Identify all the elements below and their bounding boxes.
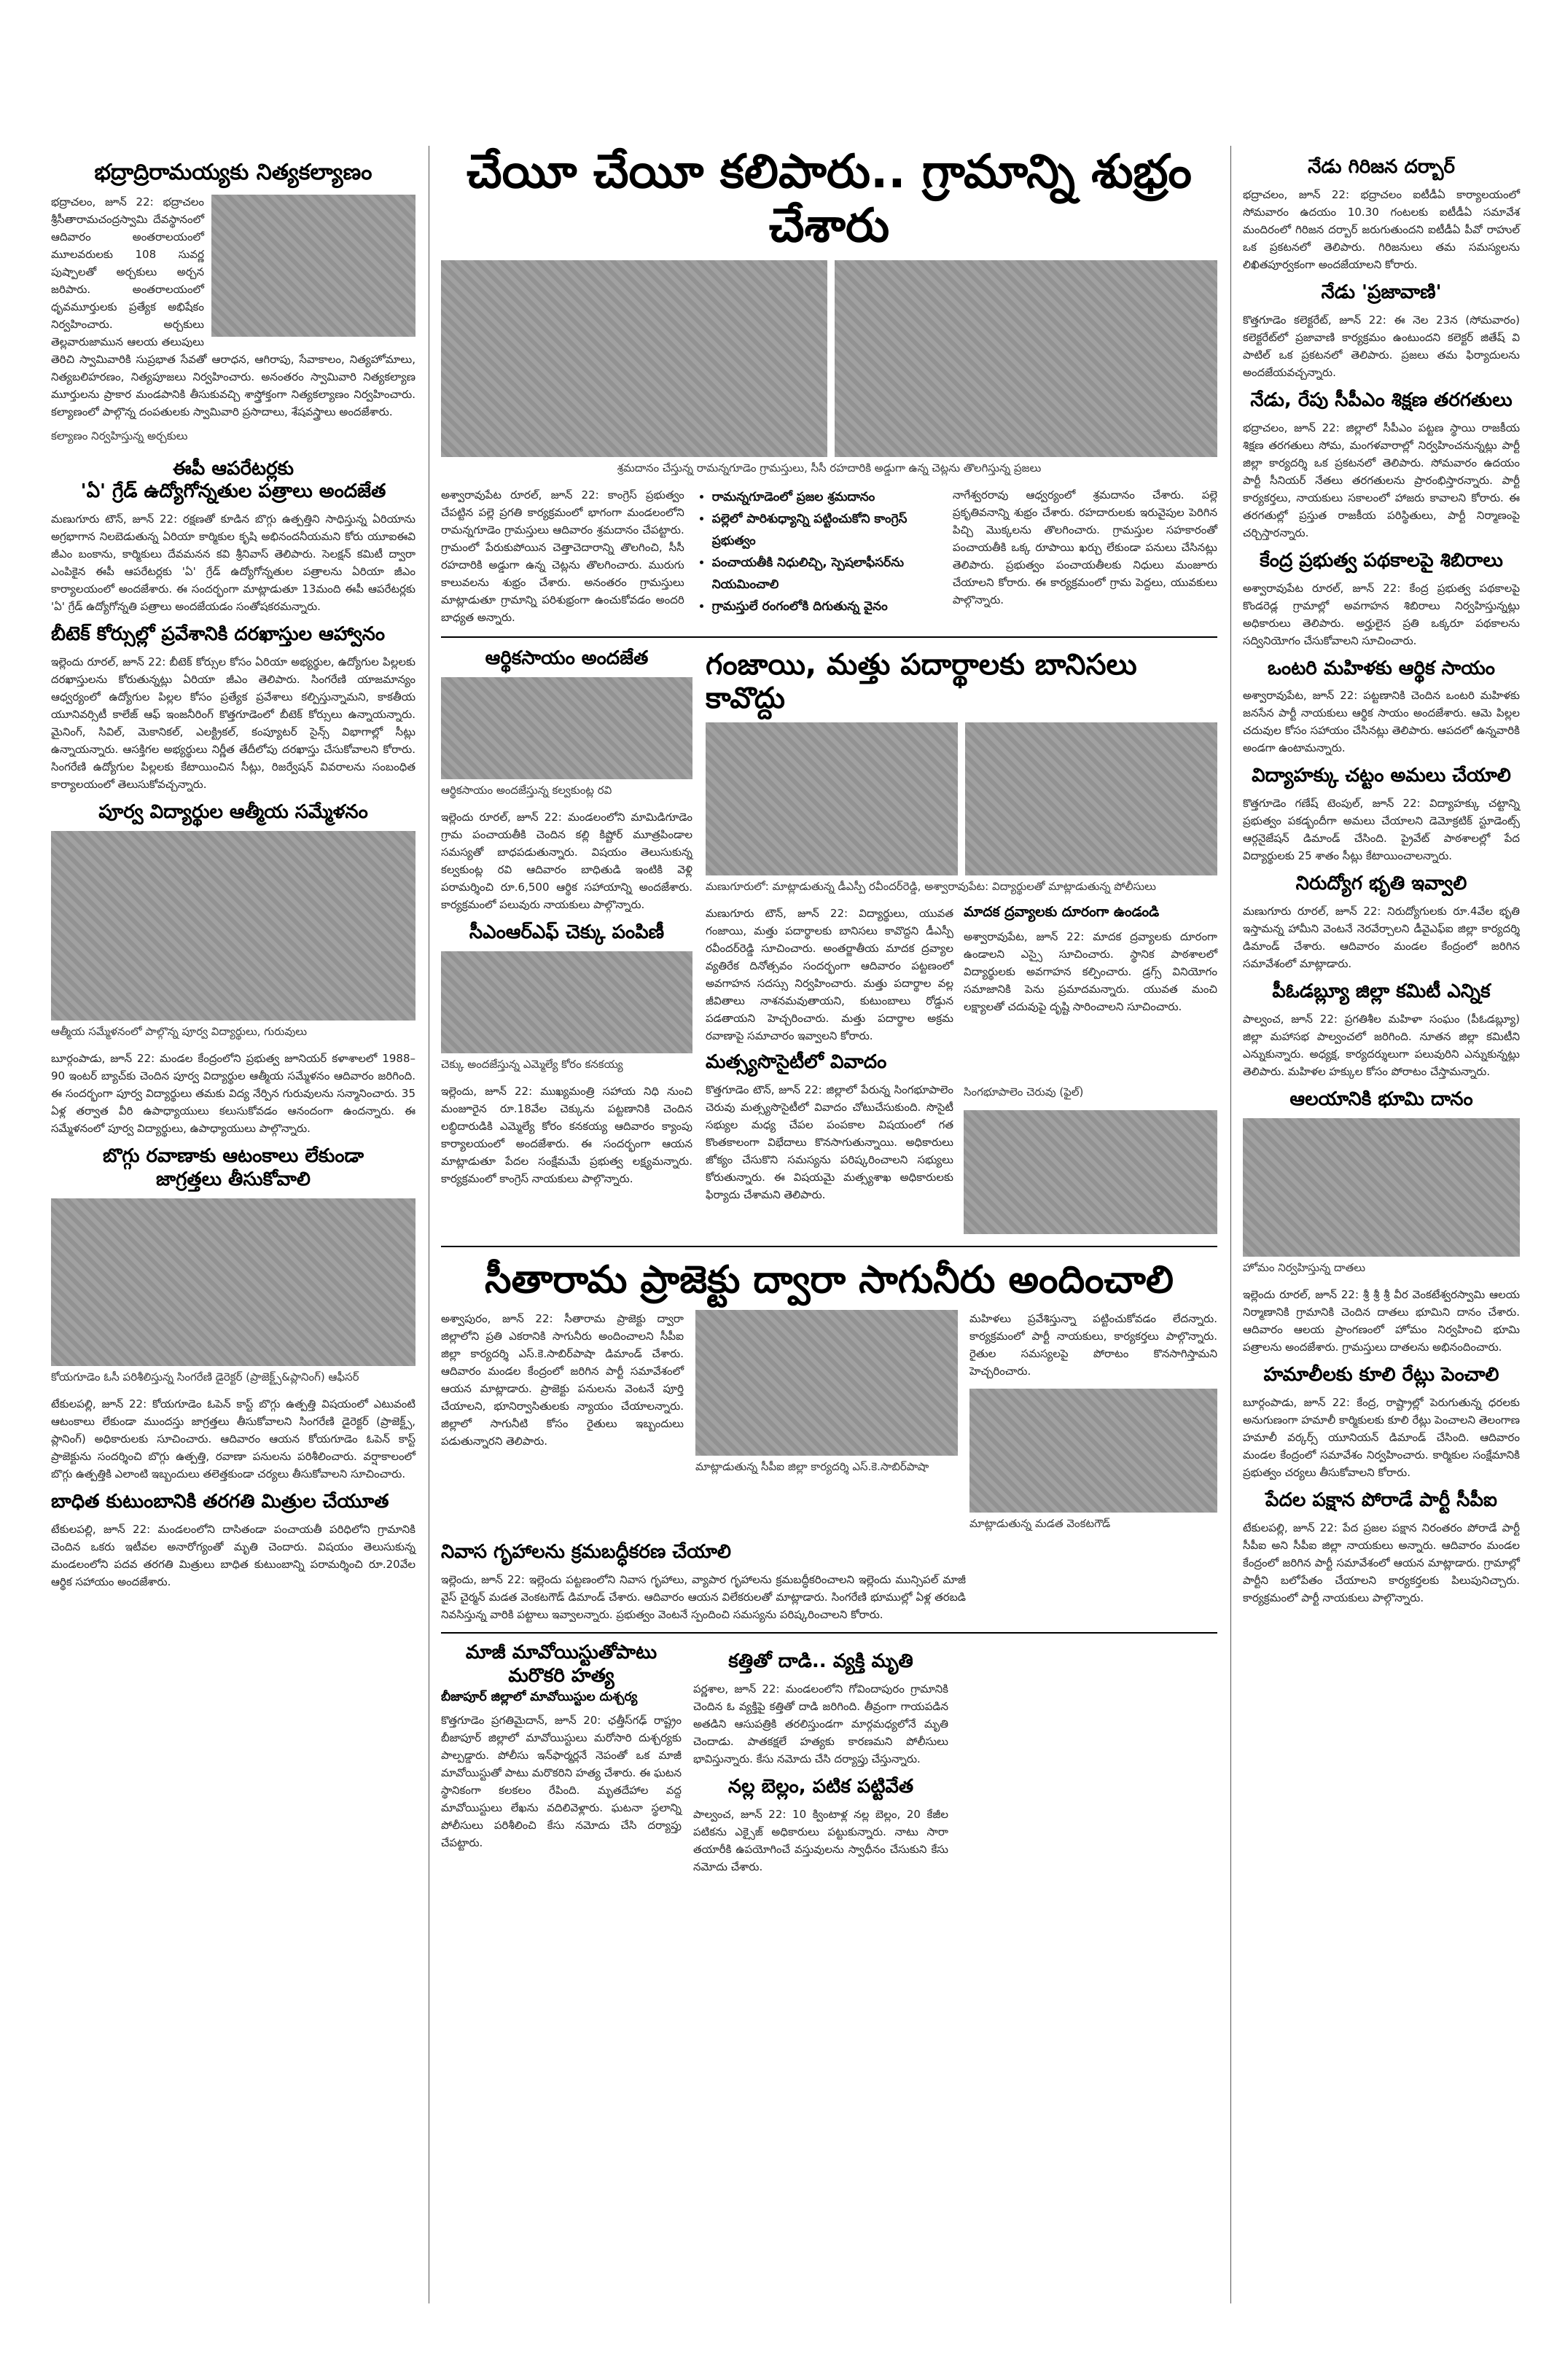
- headline-cmrf-cheque: సీఎంఆర్ఎఫ్ చెక్కు పంపిణీ: [469, 921, 665, 944]
- highlight-item: • గ్రామస్తులే రంగంలోకి దిగుతున్న వైనం: [712, 596, 941, 617]
- coal-transport-photo: [51, 1198, 415, 1366]
- drug-awareness-caption: మణుగూరులో: మాట్లాడుతున్న డీఎస్పీ రవీందర్‌రెడ్డి, అశ్వారావుపేట: విద్యార్థులతో మాట్లాడుతున్న పోలీసులు: [706, 880, 1157, 894]
- fishery-photo-block: [964, 1081, 1217, 1234]
- section-divider: [441, 1632, 1217, 1634]
- section-divider: [441, 636, 1217, 638]
- coal-transport-caption: కోయగూడెం ఓసీ పరిశీలిస్తున్న సింగరేణి డైరెక్టర్ (ప్రాజెక్ట్స్&ప్లానింగ్) ఆఫీసర్: [51, 1370, 359, 1384]
- village-cleaning-highlights: [696, 486, 941, 626]
- headline-knife-attack: కత్తితో దాడి.. వ్యక్తి మృతి: [728, 1650, 913, 1672]
- headline-cpi-party: పేదల పక్షాన పోరాడే పార్టీ సీపీఐ: [1265, 1489, 1497, 1511]
- article-financial-aid: ఇల్లెందు రూరల్, జూన్ 22: మండలంలోని మామిడిగూడెం గ్రామ పంచాయతీకి చెందిన కల్లి కిష్టోర్ మూత్రపిండాల సమస్యతో బాధపడుతున్నారు. విషయం తెలుసుకున్న కల్వకుంట్ల రవి ఆదివారం బాధితుడి ఇంటికి వెళ్లి పరామర్శించి రూ.6,500 ఆర్థిక సహాయాన్ని అందజేశారు. కార్యక్రమంలో పలువురు నాయకులు పాల్గొన్నారు.: [441, 811, 692, 912]
- article-ep-operators: మణుగూరు టౌన్, జూన్ 22: రక్షణతో కూడిన బొగ్గు ఉత్పత్తిని సాధిస్తున్న ఏరియాను అగ్రభాగాన నిలబెడుతున్న ఏరియా కార్మికుల కృషి అభినందనీయమని కోరు యూఐఈవి జీఎం బంకాను, కార్మికులు దేవమనన కవి శ్రీనివాస్ తెలిపారు. సెలక్షన్ కమిటీ ద్వారా ఎంపికైన ఈపీ ఆపరేటర్లకు 'ఏ' గ్రేడ్ ఉద్యోగోన్నతుల పత్రాలను ఏరియా జీఎం కార్యాలయంలో అందజేశారు. ఈ సందర్భంగా మాట్లాడుతూ 13మంది ఈపీ ఆపరేటర్లకు 'ఏ' గ్రేడ్ ఉద్యోగోన్నతి పత్రాలు అందజేయడం సంతోషకరమన్నారు.: [51, 512, 415, 614]
- article-rte-act: కొత్తగూడెం గణేష్ టెంపుల్, జూన్ 22: విద్యాహక్కు చట్టాన్ని ప్రభుత్వం పకడ్బందీగా అమలు చేయాలని డెమోక్రటిక్ స్టూడెంట్స్ ఆర్గనైజేషన్ డిమాండ్ చేసింది. ప్రైవేట్ పాఠశాలల్లో పేద విద్యార్థులకు 25 శాతం సీట్లు కేటాయించాలన్నారు.: [1243, 797, 1520, 863]
- article-unemployment-allowance: మణుగూరు రూరల్, జూన్ 22: నిరుద్యోగులకు రూ.4వేల భృతి ఇస్తామన్న హామీని వెంటనే నెరవేర్చాలని డీవైఎఫ్ఐ జిల్లా కార్యదర్శి డిమాండ్ చేశారు. ఆదివారం మండల కేంద్రంలో జరిగిన సమావేశంలో మాట్లాడారు.: [1243, 905, 1520, 971]
- subhead-bijapur: బీజాపూర్ జిల్లాలో మావోయిస్టుల దుశ్చర్య: [441, 1689, 638, 1704]
- fishery-caption: సింగభూపాలెం చెరువు (ఫైల్): [964, 1085, 1084, 1099]
- article-jaggery-seized: పాల్వంచ, జూన్ 22: 10 క్వింటాళ్ల నల్ల బెల్లం, 20 కేజీల పటికను ఎక్సైజ్ అధికారులు పట్టుకున్నారు. నాటు సారా తయారీకి ఉపయోగించే వస్తువులను స్వాధీనం చేసుకుని కేసు నమోదు చేశారు.: [693, 1807, 948, 1873]
- seetharama-photo-block: [695, 1310, 958, 1542]
- cmrf-photo: [441, 951, 692, 1053]
- kalyanam-photo: [211, 195, 415, 337]
- highlight-item: • రామన్నగూడెంలో ప్రజల శ్రమదానం: [712, 486, 941, 508]
- article-house-regularisation: ఇల్లెందు, జూన్ 22: ఇల్లెందు పట్టణంలోని నివాస గృహాలు, వ్యాపార గృహాలను క్రమబద్ధీకరించాలని ఇల్లెందు మున్సిపల్ మాజీ వైస్ చైర్మన్ మడత వెంకటగౌడ్ డిమాండ్ చేశారు. ఆదివారం ఆయన విలేకరులతో మాట్లాడారు. సింగరేణి భూముల్లో ఏళ్ల తరబడి నివసిస్తున్న వారికి పట్టాలు ఇవ్వాలన్నారు. ప్రభుత్వం వెంటనే స్పందించి సమస్యను పరిష్కరించాలని కోరారు.: [441, 1572, 966, 1621]
- fishery-photo: [964, 1110, 1217, 1234]
- venkatagoud-photo: [969, 1389, 1217, 1513]
- seetharama-block: [441, 1310, 1217, 1542]
- subcol-ganja: [706, 648, 1217, 1234]
- article-knife-attack: పర్ణశాల, జూన్ 22: మండలంలోని గోవిందాపురం గ్రామానికి చెందిన ఓ వ్యక్తిపై కత్తితో దాడి జరిగింది. తీవ్రంగా గాయపడిన అతడిని ఆసుపత్రికి తరలిస్తుండగా మార్గమధ్యలోనే మృతి చెందాడు. పాతకక్షలే హత్యకు కారణమని పోలీసులు భావిస్తున్నారు. కేసు నమోదు చేసి దర్యాప్తు చేస్తున్నారు.: [693, 1682, 948, 1766]
- seetharama-right: [969, 1310, 1217, 1542]
- seetharama-caption: మాట్లాడుతున్న సీపీఐ జిల్లా కార్యదర్శి ఎస్.కె.సాబిర్‌పాషా: [695, 1459, 929, 1473]
- temple-homam-photo: [1243, 1118, 1520, 1257]
- headline-coal-transport-2: జాగ్రత్తలు తీసుకోవాలి: [155, 1168, 311, 1190]
- article-seetharama-continued: మహిళలు ప్రవేశిస్తున్నా పట్టించుకోవడం లేదన్నారు. కార్యక్రమంలో పార్టీ నాయకులు, కార్యకర్తలు పాల్గొన్నారు. రైతుల సమస్యలపై పోరాటం కొనసాగిస్తామని హెచ్చరించారు.: [969, 1311, 1217, 1378]
- headline-seetharama-project: సీతారామ ప్రాజెక్టు ద్వారా సాగునీరు అందించాలి: [484, 1258, 1174, 1303]
- highlight-item: • పంచాయతీకి నిధులిచ్చి, స్పెషలాఫీసర్‌ను నియమించాలి: [712, 552, 941, 596]
- headline-fishery-dispute: మత్స్యసొసైటీలో వివాదం: [706, 1051, 887, 1074]
- maoist-story: [441, 1642, 682, 1884]
- headline-unemployment-allowance: నిరుద్యోగ భృతి ఇవ్వాలి: [1295, 873, 1467, 895]
- article-hamali-wages: బూర్గంపాడు, జూన్ 22: కేంద్ర, రాష్ట్రాల్లో పెరుగుతున్న ధరలకు అనుగుణంగా హమాలీ కార్మికులకు కూలి రేట్లు పెంచాలని తెలంగాణ హమాలీ వర్కర్స్ యూనియన్ డిమాండ్ చేసింది. ఆదివారం మండల కేంద్రంలో సమావేశం నిర్వహించారు. కార్మికుల సంక్షేమానికి ప్రభుత్వం చర్యలు తీసుకోవాలని కోరారు.: [1243, 1395, 1520, 1479]
- headline-temple-land-donation: ఆలయానికి భూమి దానం: [1289, 1088, 1473, 1111]
- right-column: [1243, 157, 1520, 1615]
- headline-classmates-help: బాధిత కుటుంబానికి తరగతి మిత్రుల చేయూత: [51, 1490, 389, 1513]
- subcol-aid: [441, 648, 692, 1234]
- article-temple-land-donation: ఇల్లెందు రూరల్, జూన్ 22: శ్రీ శ్రీ శ్రీ వీర వెంకటేశ్వరస్వామి ఆలయ నిర్మాణానికి గ్రామానికి చెందిన దాతలు భూమిని దానం చేశారు. ఆదివారం ఆలయ ప్రాంగణంలో హోమం నిర్వహించి భూమి పత్రాలను అందజేశారు. గ్రామస్తులు దాతలను అభినందించారు.: [1243, 1288, 1520, 1354]
- drug-awareness-photo-2: [965, 722, 1217, 875]
- center-column: [441, 146, 1217, 1884]
- column-divider-right: [1230, 146, 1231, 2303]
- article-central-schemes: అశ్వారావుపేట రూరల్, జూన్ 22: కేంద్ర ప్రభుత్వ పథకాలపై కొండరెడ్ల గ్రామాల్లో అవగాహన శిబిరాలు నిర్వహిస్తున్నట్లు అధికారులు తెలిపారు. అర్హులైన ప్రతి ఒక్కరూ పథకాలను సద్వినియోగం చేసుకోవాలని సూచించారు.: [1243, 581, 1520, 647]
- drug-awareness-photo-1: [706, 722, 958, 875]
- financial-aid-caption: ఆర్థికసాయం అందజేస్తున్న కల్వకుంట్ల రవి: [441, 784, 612, 797]
- headline-village-cleaning: చేయీ చేయీ కలిపారు.. గ్రామాన్ని శుభ్రం చేశారు: [467, 145, 1192, 253]
- headline-tribal-darbar: నేడు గిరిజన దర్బార్: [1308, 156, 1455, 178]
- article-prajavani: కొత్తగూడెం కలెక్టరేట్, జూన్ 22: ఈ నెల 23న (సోమవారం) కలెక్టరేట్‌లో ప్రజావాణి కార్యక్రమం ఉంటుందని కలెక్టర్ జితేష్ వి పాటిల్ ఒక ప్రకటనలో తెలిపారు. ప్రజలు తమ ఫిర్యాదులను అందజేయవచ్చన్నారు.: [1243, 313, 1520, 379]
- article-fishery-dispute: కొత్తగూడెం టౌన్, జూన్ 22: జిల్లాలో పేరున్న సింగభూపాలెం చెరువు మత్స్యసొసైటీలో వివాదం చోటుచేసుకుంది. సొసైటీ సభ్యుల మధ్య చేపల పంపకాల విషయంలో గత కొంతకాలంగా విభేదాలు కొనసాగుతున్నాయి. అధికారులు జోక్యం చేసుకొని సమస్యను పరిష్కరించాలని సభ్యులు కోరుతున్నారు. ఈ విషయమై మత్స్యశాఖ అధికారులకు ఫిర్యాదు చేశామని తెలిపారు.: [706, 1083, 953, 1202]
- village-cleaning-body-1: అశ్వారావుపేట రూరల్, జూన్ 22: కాంగ్రెస్ ప్రభుత్వం చేపట్టిన పల్లె ప్రగతి కార్యక్రమంలో భాగంగా మండలంలోని రామన్నగూడెం గ్రామస్తులు ఆదివారం శ్రమదానం చేపట్టారు. గ్రామంలో పేరుకుపోయిన చెత్తాచెదారాన్ని తొలగించి, సీసీ రహదారికి అడ్డుగా ఉన్న చెట్లను తొలగించారు. మురుగు కాలువలను శుభ్రం చేశారు. అనంతరం గ్రామస్తులు మాట్లాడుతూ గ్రామాన్ని పరిశుభ్రంగా ఉంచుకోవడం అందరి బాధ్యత అన్నారు.: [441, 488, 684, 625]
- headline-nithya-kalyanam: భద్రాద్రిరామయ్యకు నిత్యకల్యాణం: [94, 160, 372, 185]
- drug-awareness-text: [706, 905, 1217, 1045]
- headline-rte-act: విద్యాహక్కు చట్టం అమలు చేయాలి: [1252, 765, 1511, 787]
- headline-hamali-wages: హమాలీలకు కూలి రేట్లు పెంచాలి: [1263, 1364, 1499, 1386]
- article-btech-admissions: ఇల్లెందు రూరల్, జూన్ 22: బీటెక్ కోర్సుల కోసం ఏరియా అభ్యర్థుల, ఉద్యోగుల పిల్లలకు దరఖాస్తులను కోరుతున్నట్లు ఏరియా జీఎం తెలిపారు. సింగరేణి యాజమాన్యం ఆధ్వర్యంలో ఉద్యోగుల పిల్లల కోసం ప్రత్యేక ప్రవేశాలు కల్పిస్తున్నామని, కాకతీయ యూనివర్సిటీ కాలేజ్ ఆఫ్ ఇంజనీరింగ్ కొత్తగూడెంలో బీటెక్ కోర్సులు ఉన్నాయన్నారు. మైనింగ్, సివిల్, మెకానికల్, ఎలక్ట్రికల్, కంప్యూటర్ సైన్స్ విభాగాల్లో సీట్లు ఉన్నాయన్నారు. ఆసక్తిగల అభ్యర్థులు నిర్ణీత తేదీలోపు దరఖాస్తు చేసుకోవాలని కోరారు. సింగరేణి ఉద్యోగుల పిల్లలకు కేటాయించిన సీట్లు, రిజర్వేషన్ వివరాలను సంబంధిత కార్యాలయంలో తెలుసుకోవచ్చన్నారు.: [51, 655, 415, 792]
- headline-financial-aid: ఆర్థికసాయం అందజేత: [485, 647, 649, 670]
- article-seetharama-project: అశ్వాపురం, జూన్ 22: సీతారామ ప్రాజెక్టు ద్వారా జిల్లాలోని ప్రతి ఎకరానికి సాగునీరు అందించాలని సీపీఐ జిల్లా కార్యదర్శి ఎస్.కె.సాబిర్‌పాషా డిమాండ్ చేశారు. ఆదివారం మండల కేంద్రంలో జరిగిన పార్టీ సమావేశంలో ఆయన మాట్లాడారు. ప్రాజెక్టు పనులను వెంటనే పూర్తి చేయాలని, భూనిర్వాసితులకు న్యాయం చేయాలన్నారు. జిల్లాలో సాగునీటి కోసం రైతులు ఇబ్బందులు పడుతున్నారని తెలిపారు.: [441, 1311, 684, 1448]
- headline-prajavani: నేడు 'ప్రజావాణి': [1321, 281, 1442, 303]
- headline-house-regularisation: నివాస గృహాలను క్రమబద్ధీకరణ చేయాలి: [441, 1540, 731, 1563]
- village-cleaning-photos: [441, 260, 1217, 457]
- article-stay-away-drugs: అశ్వారావుపేట, జూన్ 22: మాదక ద్రవ్యాలకు దూరంగా ఉండాలని ఎస్సై సూచించారు. స్థానిక పాఠశాలలో విద్యార్థులకు అవగాహన కల్పించారు. డ్రగ్స్ వినియోగం సమాజానికి పెను ప్రమాదమన్నారు. యువత మంచి లక్ష్యాలతో చదువుపై దృష్టి సారించాలని సూచించారు.: [964, 930, 1217, 1014]
- headline-alumni-meet: పూర్వ విద్యార్థుల ఆత్మీయ సమ్మేళనం: [98, 801, 368, 824]
- article-nithya-kalyanam: భద్రాచలం, జూన్ 22: భద్రాచలం శ్రీసీతారామచంద్రస్వామి దేవస్థానంలో ఆదివారం అంతరాలయంలో మూలవరులకు 108 సువర్ణ పుష్పాలతో అర్చకులు అర్చన జరిపారు. అంతరాలయంలో ధృవమూర్తులకు ప్రత్యేక అభిషేకం నిర్వహించారు. అర్చకులు తెల్లవారుజామున ఆలయ తలుపులు తెరిచి స్వామివారికి సుప్రభాత సేవతో ఆరాధన, ఆగిరాపు, సేవాకాలం, నిత్యహోమాలు, నిత్యబలిహరణం, నిత్యపూజలు నిర్వహించారు. అనంతరం స్వామివారి నిత్యకల్యాణ మూర్తులను ప్రాకార మండపానికి తీసుకువచ్చి శాస్త్రోక్తంగా నిత్యకల్యాణం నిర్వహించారు. కల్యాణంలో పాల్గొన్న దంపతులకు స్వామివారి ప్రసాదాలు, శేషవస్త్రాలు అందజేశారు.: [51, 195, 415, 418]
- fishery-dispute-block: [706, 1081, 1217, 1234]
- temple-homam-caption: హోమం నిర్వహిస్తున్న దాతలు: [1243, 1261, 1366, 1275]
- article-single-woman-aid: అశ్వారావుపేట, జూన్ 22: పట్టణానికి చెందిన ఒంటరి మహిళకు జనసేన పార్టీ నాయకులు ఆర్థిక సాయం అందజేశారు. ఆమె పిల్లల చదువుల కోసం సహాయం చేసినట్లు తెలిపారు. ఆపదలో ఉన్నవారికి అండగా ఉంటామన్నారు.: [1243, 689, 1520, 755]
- headline-ep-operators-1: ఈపీ ఆపరేటర్లకు: [172, 457, 294, 480]
- kalyanam-caption: కల్యాణం నిర్వహిస్తున్న అర్చకులు: [51, 429, 188, 442]
- highlight-item: • పల్లెలో పారిశుధ్యాన్ని పట్టించుకోని కాంగ్రెస్ ప్రభుత్వం: [712, 508, 941, 552]
- article-cpm-classes: భద్రాచలం, జూన్ 22: జిల్లాలో సీపీఎం పట్టణ స్థాయి రాజకీయ శిక్షణ తరగతులు సోమ, మంగళవారాల్లో నిర్వహించనున్నట్లు పార్టీ జిల్లా కార్యదర్శి ఒక ప్రకటనలో తెలిపారు. సోమవారం ఉదయం పార్టీ సీనియర్ నేతలు తరగతులను ప్రారంభిస్తారన్నారు. పార్టీ కార్యకర్తలు, నాయకులు సకాలంలో హాజరు కావాలని కోరారు. ఈ తరగతుల్లో ప్రస్తుత రాజకీయ పరిస్థితులు, పార్టీ నిర్మాణంపై చర్చిస్తారన్నారు.: [1243, 421, 1520, 539]
- headline-coal-transport-1: బొగ్గు రవాణాకు ఆటంకాలు లేకుండా: [102, 1145, 364, 1168]
- article-cpi-party: టేకులపల్లి, జూన్ 22: పేద ప్రజల పక్షాన నిరంతరం పోరాడే పార్టీ సీపీఐ అని సీపీఐ జిల్లా నాయకులు అన్నారు. ఆదివారం మండల కేంద్రంలో జరిగిన పార్టీ సమావేశంలో ఆయన మాట్లాడారు. గ్రామాల్లో పార్టీని బలోపేతం చేయాలని కార్యకర్తలకు పిలుపునిచ్చారు. కార్యక్రమంలో పార్టీ నాయకులు పాల్గొన్నారు.: [1243, 1521, 1520, 1604]
- financial-aid-photo: [441, 677, 692, 779]
- article-coal-transport: టేకులపల్లి, జూన్ 22: కోయగూడెం ఓపెన్ కాస్ట్ బొగ్గు ఉత్పత్తి విషయంలో ఎటువంటి ఆటంకాలు లేకుండా ముందస్తు జాగ్రత్తలు తీసుకోవాలని సింగరేణి డైరెక్టర్ (ప్రాజెక్ట్స్, ప్లానింగ్) అధికారులకు సూచించారు. ఆదివారం ఆయన కోయగూడెం ఓపెన్ కాస్ట్ ప్రాజెక్టును సందర్శించి బొగ్గు ఉత్పత్తి, రవాణా పనులను పరిశీలించారు. వర్షాకాలంలో బొగ్గు ఉత్పత్తికి ఎలాంటి ఇబ్బందులు తలెత్తకుండా చర్యలు తీసుకోవాలని సూచించారు.: [51, 1397, 415, 1480]
- drug-awareness-photos: [706, 722, 1217, 875]
- venkatagoud-caption: మాట్లాడుతున్న మడత వెంకటగౌడ్: [969, 1516, 1111, 1530]
- drug-awareness-sub: [964, 905, 1217, 1045]
- subhead-stay-away-drugs: మాదక ద్రవ్యాలకు దూరంగా ఉండండి: [964, 904, 1160, 921]
- article-tribal-darbar: భద్రాచలం, జూన్ 22: భద్రాచలం ఐటీడీఏ కార్యాలయంలో సోమవారం ఉదయం 10.30 గంటలకు ఐటీడీఏ సమావేశ మందిరంలో గిరిజన దర్బార్ జరుగుతుందని ఐటీడీఏ పీవో రాహుల్ ఒక ప్రకటనలో తెలిపారు. గిరిజనులు తమ సమస్యలను లిఖితపూర్వకంగా అందజేయాలని కోరారు.: [1243, 187, 1520, 271]
- village-cleaning-caption: శ్రమదానం చేస్తున్న రామన్నగూడెం గ్రామస్తులు, సీసీ రహదారికి అడ్డుగా ఉన్న చెట్లను తొలగిస్తున్న ప్రజలు: [617, 461, 1042, 475]
- bottom-section: [441, 1642, 1217, 1884]
- headline-maoist-killing-1: మాజీ మావోయిస్టుతోపాటు: [465, 1641, 657, 1663]
- village-cleaning-article: [441, 486, 1217, 626]
- section-divider: [441, 1246, 1217, 1247]
- cleaning-photo-2: [835, 260, 1217, 457]
- article-alumni-meet: బూర్గంపాడు, జూన్ 22: మండల కేంద్రంలోని ప్రభుత్వ జూనియర్ కళాశాలలో 1988–90 ఇంటర్ బ్యాచ్‌కు చెందిన పూర్వ విద్యార్థుల ఆత్మీయ సమ్మేళనం ఆదివారం జరిగింది. ఈ సందర్భంగా పూర్వ విద్యార్థులు తమకు విద్య నేర్పిన గురువులను సన్మానించారు. 35 ఏళ్ల తర్వాత వీరి ఉపాధ్యాయులు కలుసుకోవడం ఆనందంగా ఉందన్నారు. ఈ సమ్మేళనంలో పూర్వ విద్యార్థులు, ఉపాధ్యాయులు పాల్గొన్నారు.: [51, 1052, 415, 1136]
- headline-cpm-classes: నేడు, రేపు సీపీఎం శిక్షణ తరగతులు: [1250, 389, 1513, 411]
- headline-drug-awareness: గంజాయి, మత్తు పదార్థాలకు బానిసలు కావొద్దు: [706, 648, 1137, 716]
- alumni-meet-photo: [51, 831, 415, 1021]
- cleaning-photo-1: [441, 260, 827, 457]
- left-column: [51, 160, 415, 1599]
- article-cmrf-cheque: ఇల్లెందు, జూన్ 22: ముఖ్యమంత్రి సహాయ నిధి నుంచి మంజూరైన రూ.18వేల చెక్కును పట్టణానికి చెందిన లబ్ధిదారుడికి ఎమ్మెల్యే కోరం కనకయ్య ఆదివారం క్యాంపు కార్యాలయంలో అందజేశారు. ఈ సందర్భంగా ఆయన మాట్లాడుతూ పేదల సంక్షేమమే ప్రభుత్వ లక్ష్యమన్నారు. కార్యక్రమంలో కాంగ్రెస్ నాయకులు పాల్గొన్నారు.: [441, 1084, 692, 1185]
- knife-attack-story: [693, 1642, 948, 1884]
- headline-single-woman-aid: ఒంటరి మహిళకు ఆర్థిక సాయం: [1268, 657, 1495, 679]
- article-classmates-help: టేకులపల్లి, జూన్ 22: మండలంలోని దాసితండా పంచాయతీ పరిధిలోని గ్రామానికి చెందిన ఒకరు ఇటీవల అనారోగ్యంతో మృతి చెందారు. విషయం తెలుసుకున్న మండలంలోని పదవ తరగతి మిత్రులు బాధిత కుటుంబాన్ని పరామర్శించి రూ.20వేల ఆర్థిక సహాయం అందజేశారు.: [51, 1522, 415, 1588]
- seetharama-left: [441, 1310, 684, 1542]
- seetharama-photo: [695, 1310, 958, 1456]
- headline-btech-admissions: బీటెక్ కోర్సుల్లో ప్రవేశానికి దరఖాస్తుల ఆహ్వానం: [51, 623, 386, 646]
- headline-pow-committee: పీఓడబ్ల్యూ జిల్లా కమిటీ ఎన్నిక: [1272, 980, 1491, 1003]
- middle-section: [441, 648, 1217, 1234]
- headline-central-schemes: కేంద్ర ప్రభుత్వ పథకాలపై శిబిరాలు: [1260, 549, 1503, 571]
- article-pow-committee: పాల్వంచ, జూన్ 22: ప్రగతిశీల మహిళా సంఘం (పీఓడబ్ల్యూ) జిల్లా మహాసభ పాల్వంచలో జరిగింది. నూతన జిల్లా కమిటీని ఎన్నుకున్నారు. అధ్యక్ష, కార్యదర్శులుగా పలువురిని ఎన్నుకున్నట్లు తెలిపారు. మహిళల హక్కుల కోసం పోరాటం చేస్తామన్నారు.: [1243, 1013, 1520, 1079]
- cmrf-caption: చెక్కు అందజేస్తున్న ఎమ్మెల్యే కోరం కనకయ్య: [441, 1057, 623, 1071]
- article-maoist-killing: కొత్తగూడెం ప్రగతిమైదాన్, జూన్ 20: ఛత్తీస్‌గఢ్ రాష్ట్రం బీజాపూర్ జిల్లాలో మావోయిస్టులు మరోసారి దుశ్చర్యకు పాల్పడ్డారు. పోలీసు ఇన్‌ఫార్మర్లనే నెపంతో ఒక మాజీ మావోయిస్టుతో పాటు మరొకరిని హత్య చేశారు. ఈ ఘటన స్థానికంగా కలకలం రేపింది. మృతదేహాల వద్ద మావోయిస్టులు లేఖను వదిలివెళ్లారు. ఘటనా స్థలాన్ని పోలీసులు పరిశీలించి కేసు నమోదు చేసి దర్యాప్తు చేపట్టారు.: [441, 1714, 682, 1850]
- article-drug-awareness: మణుగూరు టౌన్, జూన్ 22: విద్యార్థులు, యువత గంజాయి, మత్తు పదార్థాలకు బానిసలు కావొద్దని డీఎస్పీ రవీందర్‌రెడ్డి సూచించారు. అంతర్జాతీయ మాదక ద్రవ్యాల వ్యతిరేక దినోత్సవం సందర్భంగా ఆదివారం పట్టణంలో అవగాహన సదస్సు నిర్వహించారు. మత్తు పదార్థాల వల్ల జీవితాలు నాశనమవుతాయని, కుటుంబాలు రోడ్డున పడతాయని హెచ్చరించారు. మత్తు పదార్థాల అక్రమ రవాణాపై సమాచారం ఇవ్వాలని కోరారు.: [706, 907, 953, 1043]
- alumni-meet-caption: ఆత్మీయ సమ్మేళనంలో పాల్గొన్న పూర్వ విద్యార్థులు, గురువులు: [51, 1025, 308, 1039]
- headline-jaggery-seized: నల్ల బెల్లం, పటిక పట్టివేత: [727, 1775, 914, 1798]
- headline-maoist-killing-2: మరొకరి హత్య: [508, 1664, 614, 1687]
- village-cleaning-body-2: నాగేశ్వరరావు ఆధ్వర్యంలో శ్రమదానం చేశారు. పల్లె ప్రకృతివనాన్ని శుభ్రం చేశారు. రహదారులకు ఇరువైపుల పెరిగిన పిచ్చి మొక్కలను తొలగించారు. గ్రామస్తుల సహకారంతో పంచాయతీకి ఒక్క రూపాయి ఖర్చు లేకుండా పనులు చేసినట్లు తెలిపారు. ప్రభుత్వం పంచాయతీలకు నిధులు మంజూరు చేయాలని కోరారు. ఈ కార్యక్రమంలో గ్రామ పెద్దలు, యువకులు పాల్గొన్నారు.: [952, 488, 1217, 607]
- headline-ep-operators-2: 'ఏ' గ్రేడ్ ఉద్యోగోన్నతుల పత్రాలు అందజేత: [80, 480, 386, 503]
